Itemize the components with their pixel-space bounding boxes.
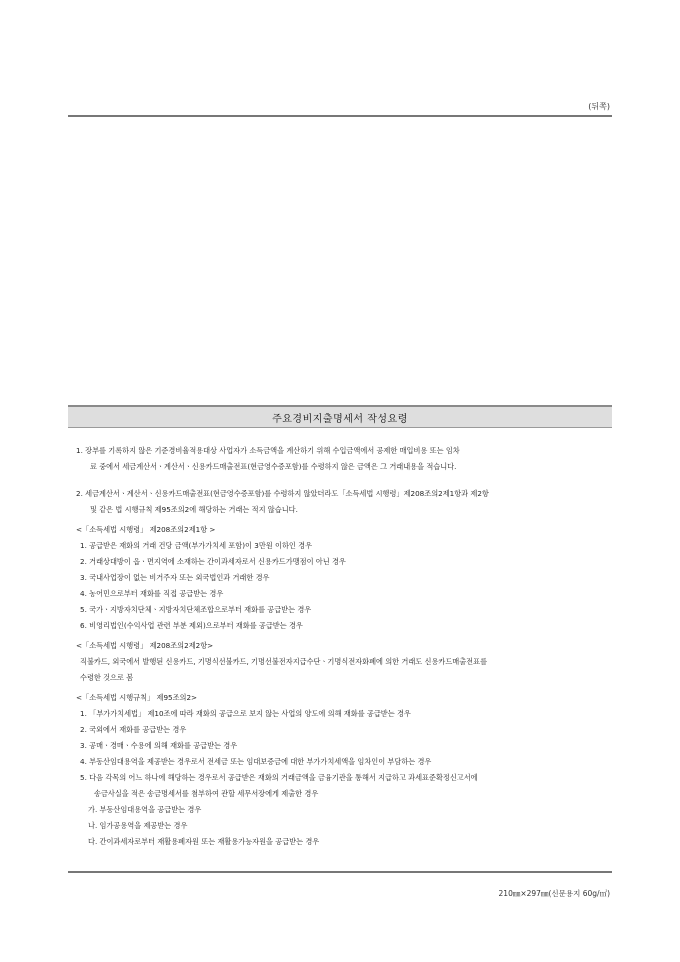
instruction-line: 료 중에서 세금계산서ㆍ계산서ㆍ신용카드매출전표(현금영수증포함)를 수령하지 않은 금액은 그 거래내용을 적습니다. bbox=[90, 462, 457, 471]
instruction-line: 및 같은 법 시행규칙 제95조의2에 해당하는 거래는 적지 않습니다. bbox=[90, 505, 298, 514]
instruction-line: 1. 장부를 기록하지 않은 기준경비율적용대상 사업자가 소득금액을 계산하기 위해 수입금액에서 공제한 매입비용 또는 임차 bbox=[76, 446, 460, 455]
instruction-line: 2. 세금계산서ㆍ계산서ㆍ신용카드매출전표(현금영수증포함)를 수령하지 않았더라도「소득세법 시행령」제208조의2제1항과 제2항 bbox=[76, 489, 489, 498]
list-item: 2. 거래상대방이 읍ㆍ면지역에 소재하는 간이과세자로서 신용카드가맹점이 아닌 경우 bbox=[80, 557, 346, 566]
section-title: 주요경비지출명세서 작성요령 bbox=[68, 405, 612, 428]
list-item: 5. 국가ㆍ지방자치단체ㆍ지방자치단체조합으로부터 재화를 공급받는 경우 bbox=[80, 605, 312, 614]
list-item: 4. 부동산임대용역을 제공받는 경우로서 전세금 또는 임대보증금에 대한 부가가치세액을 임차인이 부담하는 경우 bbox=[80, 757, 432, 766]
sub-list-item: 다. 간이과세자로부터 재활용폐자원 또는 재활용가능자원을 공급받는 경우 bbox=[88, 837, 320, 846]
page-side-label: (뒤쪽) bbox=[588, 102, 610, 111]
list-item: 3. 국내사업장이 없는 비거주자 또는 외국법인과 거래한 경우 bbox=[80, 573, 270, 582]
instruction-line: 수령한 것으로 봄 bbox=[80, 673, 134, 682]
sub-list-item: 나. 임가공용역을 제공받는 경우 bbox=[88, 821, 188, 830]
section-heading: <「소득세법 시행령」 제208조의2제1항 > bbox=[76, 525, 216, 534]
list-item: 4. 농어민으로부터 재화를 직접 공급받는 경우 bbox=[80, 589, 224, 598]
instruction-line: 직불카드, 외국에서 발행된 신용카드, 기명식선불카드, 기명선불전자지급수단ㆍ기명식전자화폐에 의한 거래도 신용카드매출전표를 bbox=[80, 657, 488, 666]
section-heading: <「소득세법 시행규칙」 제95조의2> bbox=[76, 693, 198, 702]
paper-spec-footer: 210㎜×297㎜(신문용지 60g/㎡) bbox=[498, 889, 610, 898]
list-item-continuation: 송금사실을 적은 송금명세서를 첨부하여 관할 세무서장에게 제출한 경우 bbox=[94, 789, 319, 798]
list-item: 3. 공매ㆍ경매ㆍ수용에 의해 재화를 공급받는 경우 bbox=[80, 741, 238, 750]
list-item: 1. 「부가가치세법」 제10조에 따라 재화의 공급으로 보지 않는 사업의 양도에 의해 재화를 공급받는 경우 bbox=[80, 709, 411, 718]
list-item: 1. 공급받은 재화의 거래 건당 금액(부가가치세 포함)이 3만원 이하인 경우 bbox=[80, 541, 313, 550]
list-item: 6. 비영리법인(수익사업 관련 부분 제외)으로부터 재화를 공급받는 경우 bbox=[80, 621, 303, 630]
list-item: 2. 국외에서 재화를 공급받는 경우 bbox=[80, 725, 187, 734]
bottom-divider bbox=[68, 871, 612, 873]
sub-list-item: 가. 부동산임대용역을 공급받는 경우 bbox=[88, 805, 202, 814]
section-heading: <「소득세법 시행령」 제208조의2제2항> bbox=[76, 641, 214, 650]
list-item: 5. 다음 각목의 어느 하나에 해당하는 경우로서 공급받은 재화의 거래금액을 금융기관을 통해서 지급하고 과세표준확정신고서에 bbox=[80, 773, 478, 782]
